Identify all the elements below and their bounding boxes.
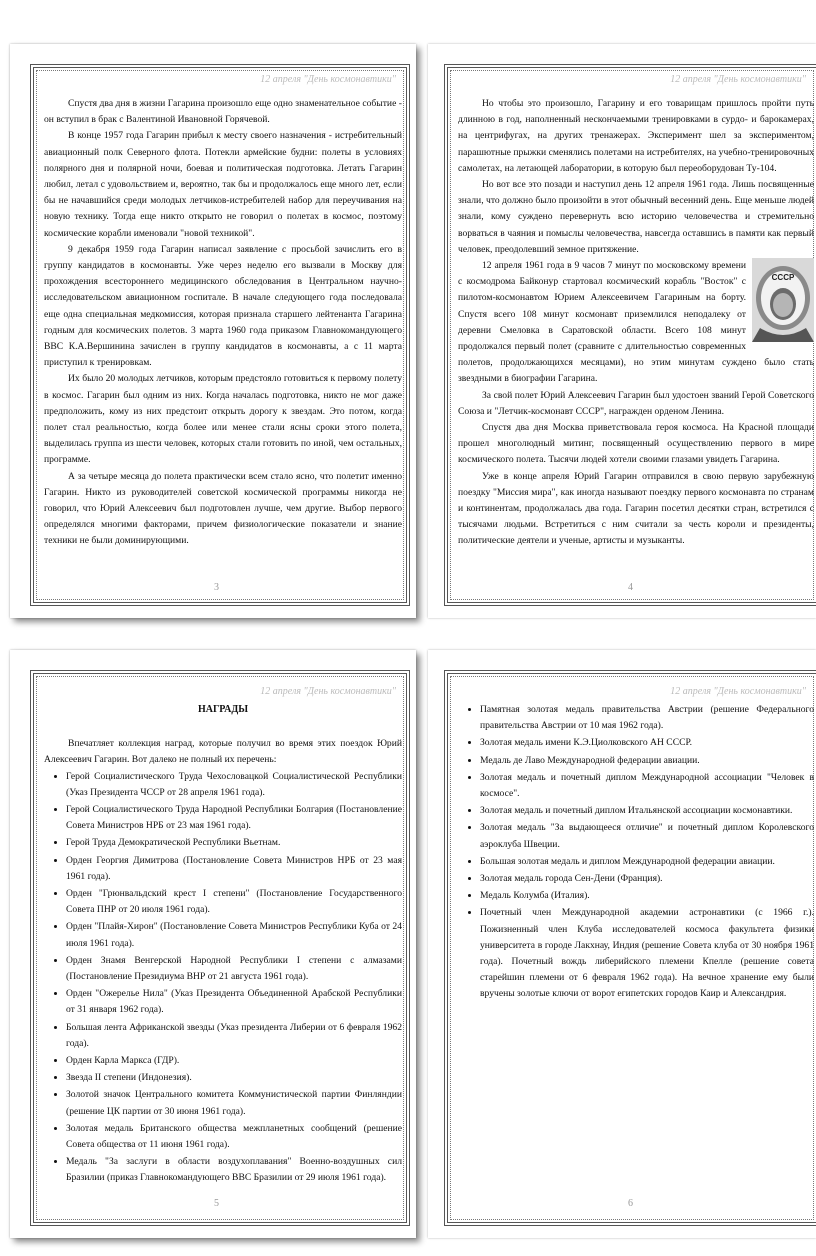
list-item: • Герой Социалистического Труда Народной Республики Болгария (Постановление Совета Министров НРБ от 23 мая 1961 года). bbox=[66, 802, 402, 834]
list-item: • Памятная золотая медаль правительства Австрии (решение Федерального правительства Австрии от 10 мая 1962 года). bbox=[480, 702, 814, 734]
list-item: • Золотая медаль Британского общества межпланетных сообщений (решение Совета общества от 11 июня 1961 года). bbox=[66, 1121, 402, 1153]
paragraph: Уже в конце апреля Юрий Гагарин отправился в свою первую зарубежную поездку "Миссия мира", как иногда называют поездку первого космонавта по странам и континентам, продолжалась два года. Гагарин посетил десятки стран, встретился с тысячами людьми. Встретиться с ним считали за честь короли и президенты, политические деятели и ученые, артисты и музыканты. bbox=[458, 470, 814, 547]
running-header: 12 апреля "День космонавтики" bbox=[670, 686, 806, 697]
list-item: • Орден "Плайя-Хирон" (Постановление Совета Министров Республики Куба от 24 июля 1961 года). bbox=[66, 919, 402, 951]
list-item: • Медаль "За заслуги в области воздухоплавания" Военно-воздушных сил Бразилии (приказ Главнокомандующего ВВС Бразилии от 29 июля 1961 года). bbox=[66, 1154, 402, 1186]
running-header: 12 апреля "День космонавтики" bbox=[670, 74, 806, 85]
paragraph: Но чтобы это произошло, Гагарину и его товарищам пришлось пройти путь длинною в год, наполненный нескончаемыми тренировками в сурдо- и барокамерах, на центрифугах, на других тренажерах. Эксперимент шел за экспериментом, парашютные прыжки сменялись полетами на истребителях, на учебно-тренировочных самолетах, на летающей лаборатории, в которую был переоборудован Ту-104. bbox=[458, 98, 814, 174]
section-title: НАГРАДЫ bbox=[197, 704, 249, 715]
list-item: • Герой Труда Демократической Республики Вьетнам. bbox=[66, 835, 402, 851]
list-item: • Орден "Грюнвальдский крест I степени" (Постановление Государственного Совета ПНР от 20 июля 1961 года). bbox=[66, 886, 402, 918]
list-item: • Орден Знамя Венгерской Народной Республики I степени с алмазами (Постановление Президиума ВНР от 21 августа 1961 года). bbox=[66, 953, 402, 985]
list-item: • Золотая медаль города Сен-Дени (Франция). bbox=[480, 871, 814, 887]
list-item: • Золотая медаль и почетный диплом Итальянской ассоциации космонавтики. bbox=[480, 803, 814, 819]
page-body bbox=[44, 96, 402, 566]
list-item: • Почетный член Международной академии астронавтики (с 1966 г.). Пожизненный член Клуба исследователей космоса факультета физики университета в городе Лакхнау, Индия (решение Совета клуба от 30 ноября 1961 года). Почетный вождь либерийского племени Кпелле (решение совета старейшин племени от 6 февраля 1962 года). На вечное хранение ему были вручены золотые ключи от ворот египетских городов Каир и Александрия. bbox=[480, 905, 814, 1002]
page-number: 5 bbox=[214, 1198, 219, 1209]
page-number: 4 bbox=[628, 582, 633, 593]
list-item: • Звезда II степени (Индонезия). bbox=[66, 1070, 402, 1086]
paragraph: А за четыре месяца до полета практически всем стало ясно, что полетит именно Гагарин. Никто из руководителей советской космической программы никогда не говорил, что Юрий Алексеевич был подготовлен лучше, чем другие. Выбор первого определялся многими факторами, причем физиологические показатели и знание техники не были доминирующими. bbox=[44, 470, 402, 547]
gagarin-portrait-photo bbox=[752, 258, 814, 342]
awards-list bbox=[44, 769, 402, 1187]
document-page-6 bbox=[428, 650, 816, 1238]
list-item: • Орден "Ожерелье Нила" (Указ Президента Объединенной Арабской Республики от 31 января 1962 года). bbox=[66, 986, 402, 1018]
list-item: • Золотой значок Центрального комитета Коммунистической партии Финляндии (решение ЦК партии от 30 июня 1961 года). bbox=[66, 1087, 402, 1119]
list-item: • Орден Карла Маркса (ГДР). bbox=[66, 1053, 402, 1069]
helmet-label: СССР bbox=[771, 273, 795, 283]
paragraph: Впечатляет коллекция наград, которые получил во время этих поездок Юрий Алексеевич Гагарин. Вот далеко не полный их перечень: bbox=[44, 738, 402, 766]
running-header: 12 апреля "День космонавтики" bbox=[260, 686, 396, 697]
paragraph: Но вот все это позади и наступил день 12 апреля 1961 года. Лишь посвященные знали, что должно было произойти в этот обычный весенний день. Еще меньше людей знали, кому суждено перевернуть всю историю человечества и стремительно ворваться в чаяния и помыслы человечества, навсегда оставшись в памяти как первый человек, преодолевший земное притяжение. bbox=[458, 179, 814, 255]
list-item: • Медаль Колумба (Италия). bbox=[480, 888, 814, 904]
paragraph: Спустя два дня Москва приветствовала героя космоса. На Красной площади прошел многолюдный митинг, посвященный осуществлению первого в мире космического полета. Тысячи людей хотели своими глазами увидеть Гагарина. bbox=[458, 422, 814, 466]
list-item: • Орден Георгия Димитрова (Постановление Совета Министров НРБ от 23 мая 1961 года). bbox=[66, 853, 402, 885]
running-header: 12 апреля "День космонавтики" bbox=[260, 74, 396, 85]
list-item: • Золотая медаль "За выдающееся отличие" и почетный диплом Королевского аэроклуба Швеции. bbox=[480, 820, 814, 852]
list-item: • Медаль де Лаво Международной федерации авиации. bbox=[480, 753, 814, 769]
document-page-4 bbox=[428, 44, 816, 618]
list-item: • Золотая медаль и почетный диплом Международной ассоциации "Человек в космосе". bbox=[480, 770, 814, 802]
paragraph: В конце 1957 года Гагарин прибыл к месту своего назначения - истребительный авиационный полк Северного флота. Потекли армейские будни: полеты в условиях полярного дня и полярной ночи, боевая и политическая подготовка. Летать Гагарин любил, летал с удовольствием и, вероятно, так бы и продолжалось еще много лет, если бы не начавшийся среди молодых летчиков-истребителей набор для переучивания на новую технику. Тогда еще никто открыто не говорил о полетах в космос, поэтому космические корабли именовали "новой техникой". bbox=[44, 130, 402, 239]
page-body bbox=[458, 96, 814, 566]
paragraph: 9 декабря 1959 года Гагарин написал заявление с просьбой зачислить его в группу кандидатов в космонавты. Уже через неделю его вызвали в Москву для прохождения всестороннего медицинского обследования в Центральном научно-исследовательском авиационном госпитале. В начале следующего года последовала еще одна специальная медкомиссия, которая признала старшего лейтенанта Гагарина годным для космических полетов. 3 марта 1960 года приказом Главнокомандующего ВВС К.А.Вершинина зачислен в группу кандидатов в космонавты, а с 11 марта приступил к тренировкам. bbox=[44, 243, 402, 369]
document-page-5 bbox=[10, 650, 416, 1238]
page-number: 6 bbox=[628, 1198, 633, 1209]
page-body bbox=[44, 702, 402, 1192]
list-item: • Герой Социалистического Труда Чехословацкой Социалистической Республики (Указ Президента ЧССР от 28 апреля 1961 года). bbox=[66, 769, 402, 801]
list-item: • Золотая медаль имени К.Э.Циолковского АН СССР. bbox=[480, 735, 814, 751]
page-body bbox=[458, 702, 814, 1002]
list-item: • Большая золотая медаль и диплом Международной федерации авиации. bbox=[480, 854, 814, 870]
paragraph: Их было 20 молодых летчиков, которым предстояло готовиться к первому полету в космос. Гагарин был одним из них. Когда началась подготовка, никто не мог даже предположить, кому из них предстоит открыть дорогу к звездам. Это потом, когда полет стал реальностью, когда более или менее стали ясны сроки этого полета, выделилась группа из шести человек, которых стали готовить по иной, чем остальных, программе. bbox=[44, 373, 402, 466]
list-item: • Большая лента Африканской звезды (Указ президента Либерии от 6 февраля 1962 года). bbox=[66, 1020, 402, 1052]
page-number: 3 bbox=[214, 582, 219, 593]
paragraph: Спустя два дня в жизни Гагарина произошло еще одно знаменательное событие - он вступил в брак с Валентиной Ивановной Горячевой. bbox=[44, 98, 402, 126]
document-page-3 bbox=[10, 44, 416, 618]
paragraph: 12 апреля 1961 года в 9 часов 7 минут по московскому времени с космодрома Байконур стартовал космический корабль "Восток" с пилотом-космонавтом Юрием Алексеевичем Гагариным на борту. Спустя всего 108 минут космонавт приземлился неподалеку от деревни Смеловка в Саратовской области. Всего 108 минут продолжался первый полет (сравните с длительностью современных полетов, продолжающихся месяцами), но этим минутам суждено было стать звездными в биографии Гагарина. bbox=[458, 260, 814, 385]
awards-list bbox=[458, 702, 814, 1002]
paragraph: За свой полет Юрий Алексеевич Гагарин был удостоен званий Герой Советского Союза и "Летчик-космонавт СССР", награжден орденом Ленина. bbox=[458, 389, 814, 417]
